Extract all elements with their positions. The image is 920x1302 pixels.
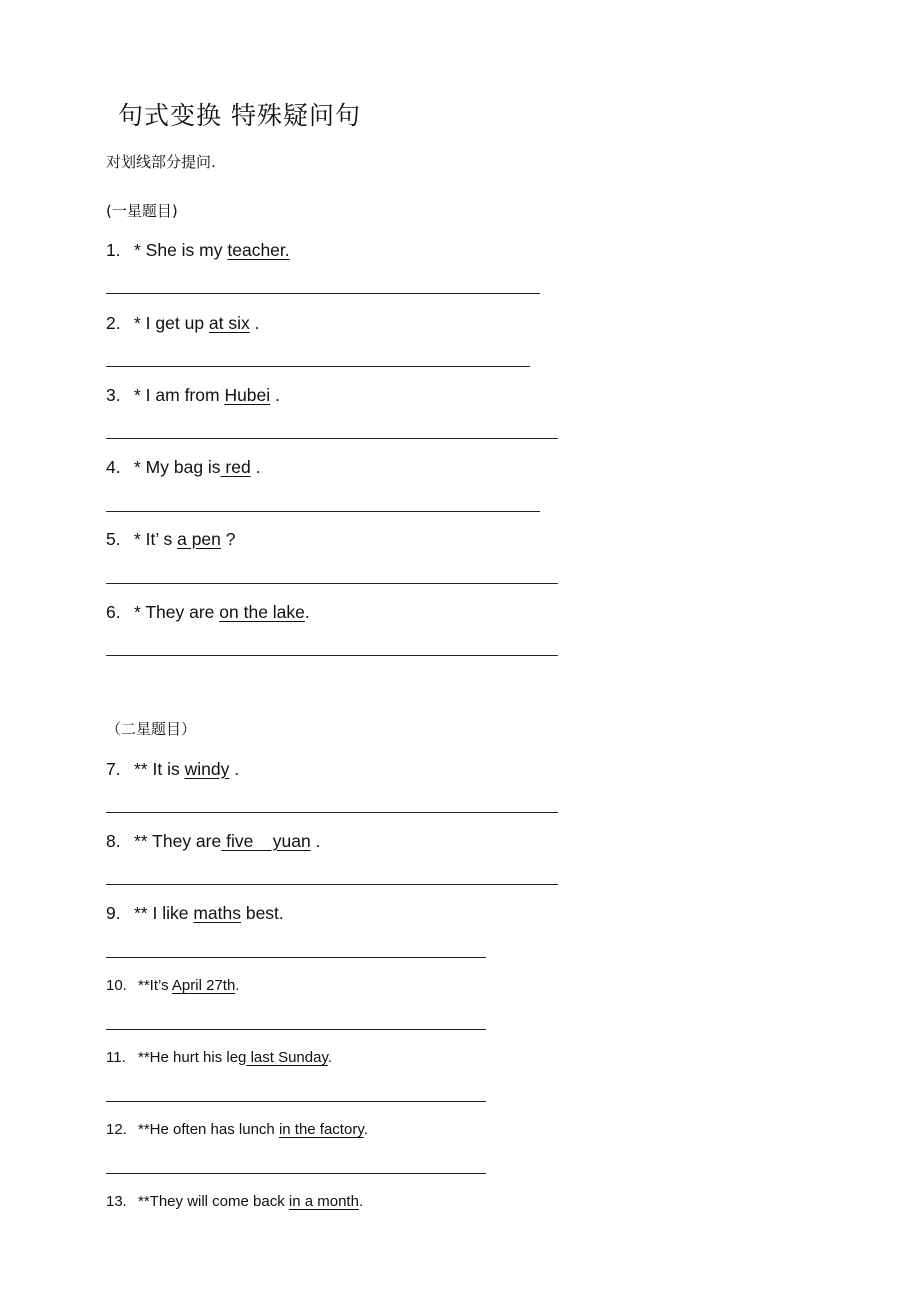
question-number: 13. (106, 1193, 127, 1210)
underlined-part: a pen (177, 529, 221, 549)
underlined-part: five yuan (221, 831, 311, 851)
question-number: 8. (106, 831, 121, 851)
question-number: 9. (106, 903, 121, 923)
question-10 (106, 977, 239, 994)
question-text-end: . (249, 313, 260, 333)
question-text: **He hurt his leg (138, 1049, 247, 1066)
question-text: * I get up (134, 313, 209, 333)
underlined-part: in the factory (278, 1121, 364, 1138)
question-7 (106, 759, 239, 780)
question-11 (106, 1049, 332, 1066)
question-number: 11. (106, 1049, 126, 1066)
question-text-end: . (327, 1049, 333, 1066)
question-3 (106, 385, 280, 406)
underlined-part: in a month (288, 1193, 359, 1210)
question-text-end: best. (240, 903, 284, 923)
question-text: * It’ s (134, 529, 178, 549)
answer-line-3[interactable] (106, 438, 558, 439)
question-number: 2. (106, 313, 121, 333)
question-number: 5. (106, 529, 121, 549)
question-9 (106, 903, 284, 924)
answer-line-2[interactable] (106, 366, 530, 367)
question-text: ** I like (134, 903, 194, 923)
question-8 (106, 831, 320, 852)
question-1 (106, 240, 290, 261)
question-text: * I am from (134, 385, 225, 405)
section-two-star-label: （二星题目） (106, 720, 197, 738)
question-number: 3. (106, 385, 121, 405)
answer-line-12[interactable] (106, 1173, 486, 1174)
question-6 (106, 602, 310, 623)
section-one-star-label: (一星题目) (106, 202, 178, 220)
question-text: ** It is (134, 759, 185, 779)
question-text: **It’s (138, 977, 172, 994)
answer-line-8[interactable] (106, 884, 558, 885)
question-5 (106, 529, 236, 550)
question-text: ** They are (134, 831, 222, 851)
answer-line-11[interactable] (106, 1101, 486, 1102)
question-text-end: . (363, 1121, 368, 1138)
question-number: 4. (106, 457, 121, 477)
underlined-part: at six (208, 313, 250, 333)
question-13 (106, 1193, 363, 1210)
question-text-end: . (310, 831, 321, 851)
question-text-end: . (235, 977, 240, 994)
question-number: 6. (106, 602, 121, 622)
answer-line-7[interactable] (106, 812, 558, 813)
question-text: * She is my (134, 240, 228, 260)
question-12 (106, 1121, 368, 1138)
question-text-end: . (229, 759, 240, 779)
underlined-part: April 27th (171, 977, 236, 994)
underlined-part: on the lake (219, 602, 305, 622)
question-number: 10. (106, 977, 127, 994)
underlined-part: Hubei (224, 385, 271, 405)
answer-line-6[interactable] (106, 655, 558, 656)
underlined-part: last Sunday (246, 1049, 328, 1066)
question-text-end: ? (220, 529, 236, 549)
page-title: 句式变换 特殊疑问句 (118, 101, 361, 130)
question-4 (106, 457, 260, 478)
question-text: * My bag is (134, 457, 221, 477)
underlined-part: windy (184, 759, 230, 779)
question-number: 1. (106, 240, 121, 260)
underlined-part: teacher. (227, 240, 290, 260)
question-text-end: . (270, 385, 280, 405)
question-text-end: . (304, 602, 310, 622)
question-text: **He often has lunch (138, 1121, 279, 1138)
question-text: **They will come back (138, 1193, 289, 1210)
answer-line-1[interactable] (106, 293, 540, 294)
underlined-part: red (220, 457, 251, 477)
underlined-part: maths (193, 903, 241, 923)
instruction: 对划线部分提问. (106, 153, 216, 171)
question-2 (106, 313, 260, 334)
question-text-end: . (250, 457, 261, 477)
answer-line-4[interactable] (106, 511, 540, 512)
question-number: 7. (106, 759, 121, 779)
question-text: * They are (134, 602, 220, 622)
question-text-end: . (358, 1193, 364, 1210)
question-number: 12. (106, 1121, 127, 1138)
answer-line-10[interactable] (106, 1029, 486, 1030)
answer-line-5[interactable] (106, 583, 558, 584)
answer-line-9[interactable] (106, 957, 486, 958)
